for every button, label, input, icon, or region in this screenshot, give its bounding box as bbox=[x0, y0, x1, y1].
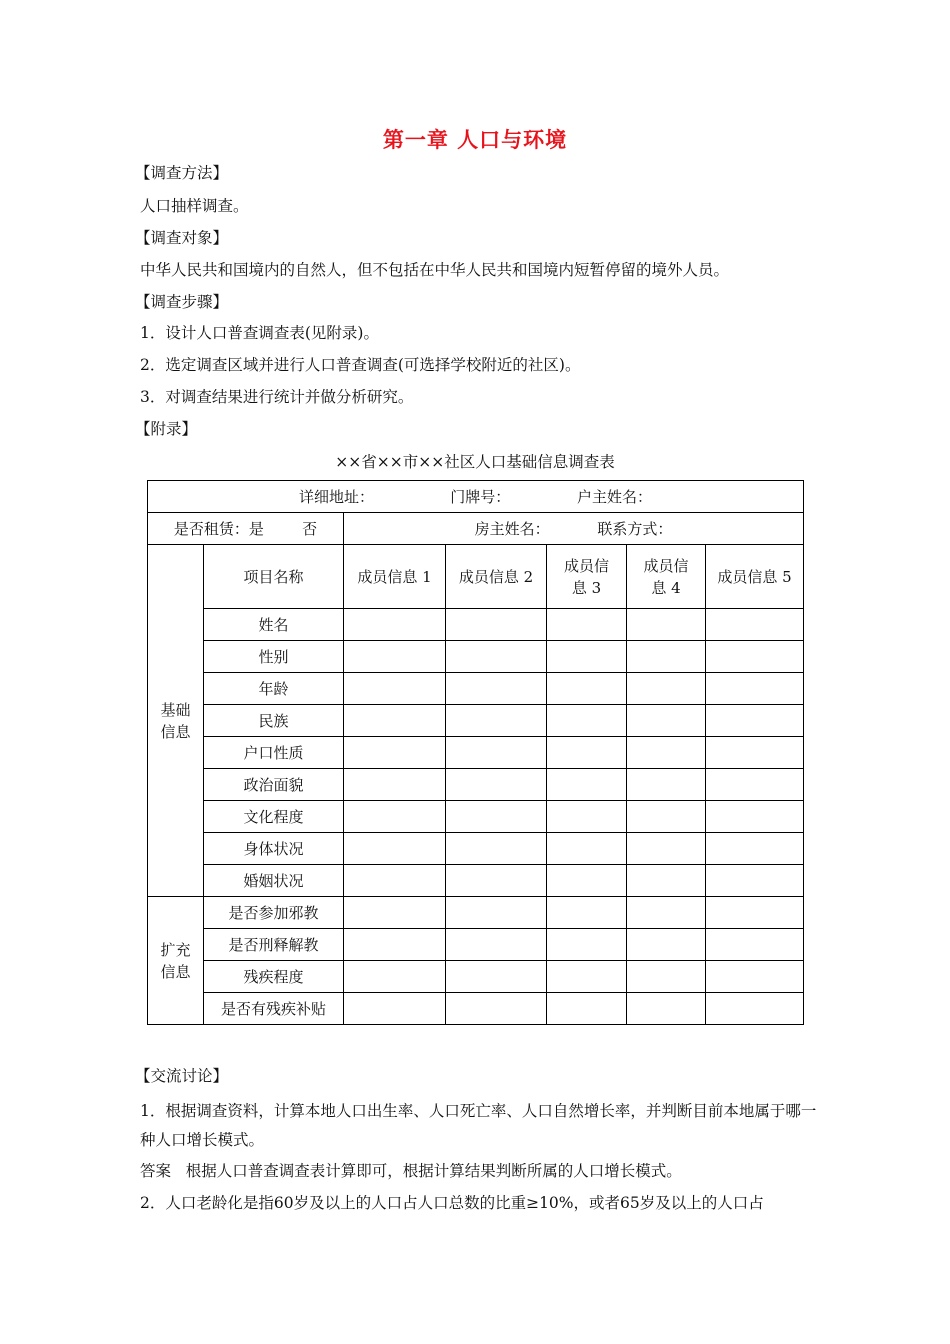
data-cell[interactable] bbox=[344, 865, 446, 897]
data-cell[interactable] bbox=[706, 929, 804, 961]
data-cell[interactable] bbox=[344, 705, 446, 737]
discussion-heading: 【交流讨论】 bbox=[135, 1067, 229, 1085]
data-cell[interactable] bbox=[446, 897, 547, 929]
data-cell[interactable] bbox=[627, 865, 706, 897]
data-cell[interactable] bbox=[344, 609, 446, 641]
item-label: 是否参加邪教 bbox=[204, 897, 344, 929]
data-cell[interactable] bbox=[627, 673, 706, 705]
data-cell[interactable] bbox=[706, 609, 804, 641]
data-cell[interactable] bbox=[547, 929, 627, 961]
extended-info-group bbox=[148, 897, 204, 1025]
question-1: 1．根据调查资料，计算本地人口出生率、人口死亡率、人口自然增长率，并判断目前本地属于哪一种人口增长模式。 bbox=[140, 1102, 817, 1149]
method-heading: 【调查方法】 bbox=[135, 164, 229, 182]
item-label: 姓名 bbox=[204, 609, 344, 641]
data-cell[interactable] bbox=[706, 705, 804, 737]
data-cell[interactable] bbox=[446, 609, 547, 641]
item-label: 残疾程度 bbox=[204, 961, 344, 993]
data-cell[interactable] bbox=[446, 833, 547, 865]
header-member-3 bbox=[547, 545, 627, 609]
header-text: 息 3 bbox=[571, 578, 602, 597]
data-cell[interactable] bbox=[547, 993, 627, 1025]
data-cell[interactable] bbox=[547, 769, 627, 801]
item-label: 性别 bbox=[204, 641, 344, 673]
item-label: 政治面貌 bbox=[204, 769, 344, 801]
survey-table bbox=[147, 480, 804, 1025]
item-label: 婚姻状况 bbox=[204, 865, 344, 897]
header-member-5: 成员信息 5 bbox=[706, 545, 804, 609]
data-cell[interactable] bbox=[627, 961, 706, 993]
data-cell[interactable] bbox=[627, 609, 706, 641]
basic-info-group bbox=[148, 545, 204, 897]
group-label: 扩充 bbox=[160, 940, 191, 959]
data-cell[interactable] bbox=[627, 929, 706, 961]
group-label: 信息 bbox=[160, 962, 191, 981]
header-member-2: 成员信息 2 bbox=[446, 545, 547, 609]
step-2: 2．选定调查区域并进行人口普查调查(可选择学校附近的社区)。 bbox=[140, 356, 581, 374]
data-cell[interactable] bbox=[344, 929, 446, 961]
data-cell[interactable] bbox=[344, 833, 446, 865]
header-member-4 bbox=[627, 545, 706, 609]
data-cell[interactable] bbox=[344, 641, 446, 673]
item-label: 户口性质 bbox=[204, 737, 344, 769]
data-cell[interactable] bbox=[627, 737, 706, 769]
item-label: 年龄 bbox=[204, 673, 344, 705]
item-label: 是否有残疾补贴 bbox=[204, 993, 344, 1025]
data-cell[interactable] bbox=[627, 993, 706, 1025]
data-cell[interactable] bbox=[344, 673, 446, 705]
data-cell[interactable] bbox=[706, 673, 804, 705]
data-cell[interactable] bbox=[706, 769, 804, 801]
data-cell[interactable] bbox=[446, 929, 547, 961]
object-body: 中华人民共和国境内的自然人，但不包括在中华人民共和国境内短暂停留的境外人员。 bbox=[140, 261, 730, 279]
data-cell[interactable] bbox=[344, 737, 446, 769]
item-label: 身体状况 bbox=[204, 833, 344, 865]
data-cell[interactable] bbox=[446, 641, 547, 673]
step-1: 1．设计人口普查调查表(见附录)。 bbox=[140, 324, 379, 342]
address-row: 详细地址： 门牌号： 户主姓名： bbox=[148, 481, 804, 513]
data-cell[interactable] bbox=[547, 833, 627, 865]
data-cell[interactable] bbox=[627, 833, 706, 865]
header-text: 成员信 bbox=[643, 556, 689, 575]
data-cell[interactable] bbox=[344, 993, 446, 1025]
data-cell[interactable] bbox=[706, 897, 804, 929]
data-cell[interactable] bbox=[547, 609, 627, 641]
item-label: 民族 bbox=[204, 705, 344, 737]
data-cell[interactable] bbox=[547, 897, 627, 929]
item-label: 文化程度 bbox=[204, 801, 344, 833]
data-cell[interactable] bbox=[446, 705, 547, 737]
data-cell[interactable] bbox=[706, 737, 804, 769]
data-cell[interactable] bbox=[446, 673, 547, 705]
object-heading: 【调查对象】 bbox=[135, 229, 229, 247]
data-cell[interactable] bbox=[446, 801, 547, 833]
data-cell[interactable] bbox=[446, 993, 547, 1025]
data-cell[interactable] bbox=[344, 961, 446, 993]
data-cell[interactable] bbox=[706, 993, 804, 1025]
data-cell[interactable] bbox=[547, 801, 627, 833]
table-caption: ××省××市××社区人口基础信息调查表 bbox=[335, 453, 615, 471]
header-item: 项目名称 bbox=[204, 545, 344, 609]
answer-1: 答案 根据人口普查调查表计算即可，根据计算结果判断所属的人口增长模式。 bbox=[140, 1162, 682, 1180]
data-cell[interactable] bbox=[446, 737, 547, 769]
step-3: 3．对调查结果进行统计并做分析研究。 bbox=[140, 388, 414, 406]
data-cell[interactable] bbox=[547, 961, 627, 993]
appendix-heading: 【附录】 bbox=[135, 420, 198, 438]
header-text: 成员信 bbox=[563, 556, 609, 575]
group-label: 基础 bbox=[160, 700, 191, 719]
header-text: 息 4 bbox=[651, 578, 681, 597]
data-cell[interactable] bbox=[344, 769, 446, 801]
data-cell[interactable] bbox=[446, 769, 547, 801]
data-cell[interactable] bbox=[547, 641, 627, 673]
data-cell[interactable] bbox=[706, 961, 804, 993]
owner-contact-cell: 房主姓名： 联系方式： bbox=[344, 513, 804, 545]
data-cell[interactable] bbox=[547, 865, 627, 897]
data-cell[interactable] bbox=[344, 897, 446, 929]
data-cell[interactable] bbox=[446, 961, 547, 993]
group-label: 信息 bbox=[160, 722, 191, 741]
steps-heading: 【调查步骤】 bbox=[135, 293, 229, 311]
data-cell[interactable] bbox=[547, 705, 627, 737]
question-2: 2．人口老龄化是指60岁及以上的人口占人口总数的比重≥10%，或者65岁及以上的人口占 bbox=[140, 1194, 764, 1212]
method-body: 人口抽样调查。 bbox=[140, 197, 249, 215]
chapter-title: 第一章 人口与环境 bbox=[382, 127, 568, 152]
data-cell[interactable] bbox=[627, 705, 706, 737]
data-cell[interactable] bbox=[627, 769, 706, 801]
data-cell[interactable] bbox=[706, 833, 804, 865]
data-cell[interactable] bbox=[547, 737, 627, 769]
data-cell[interactable] bbox=[547, 673, 627, 705]
data-cell[interactable] bbox=[706, 641, 804, 673]
item-label: 是否刑释解教 bbox=[204, 929, 344, 961]
data-cell[interactable] bbox=[627, 897, 706, 929]
data-cell[interactable] bbox=[627, 641, 706, 673]
data-cell[interactable] bbox=[627, 801, 706, 833]
data-cell[interactable] bbox=[706, 801, 804, 833]
data-cell[interactable] bbox=[344, 801, 446, 833]
header-member-1: 成员信息 1 bbox=[344, 545, 446, 609]
rent-cell: 是否租赁：是 否 bbox=[148, 513, 344, 545]
data-cell[interactable] bbox=[446, 865, 547, 897]
data-cell[interactable] bbox=[706, 865, 804, 897]
